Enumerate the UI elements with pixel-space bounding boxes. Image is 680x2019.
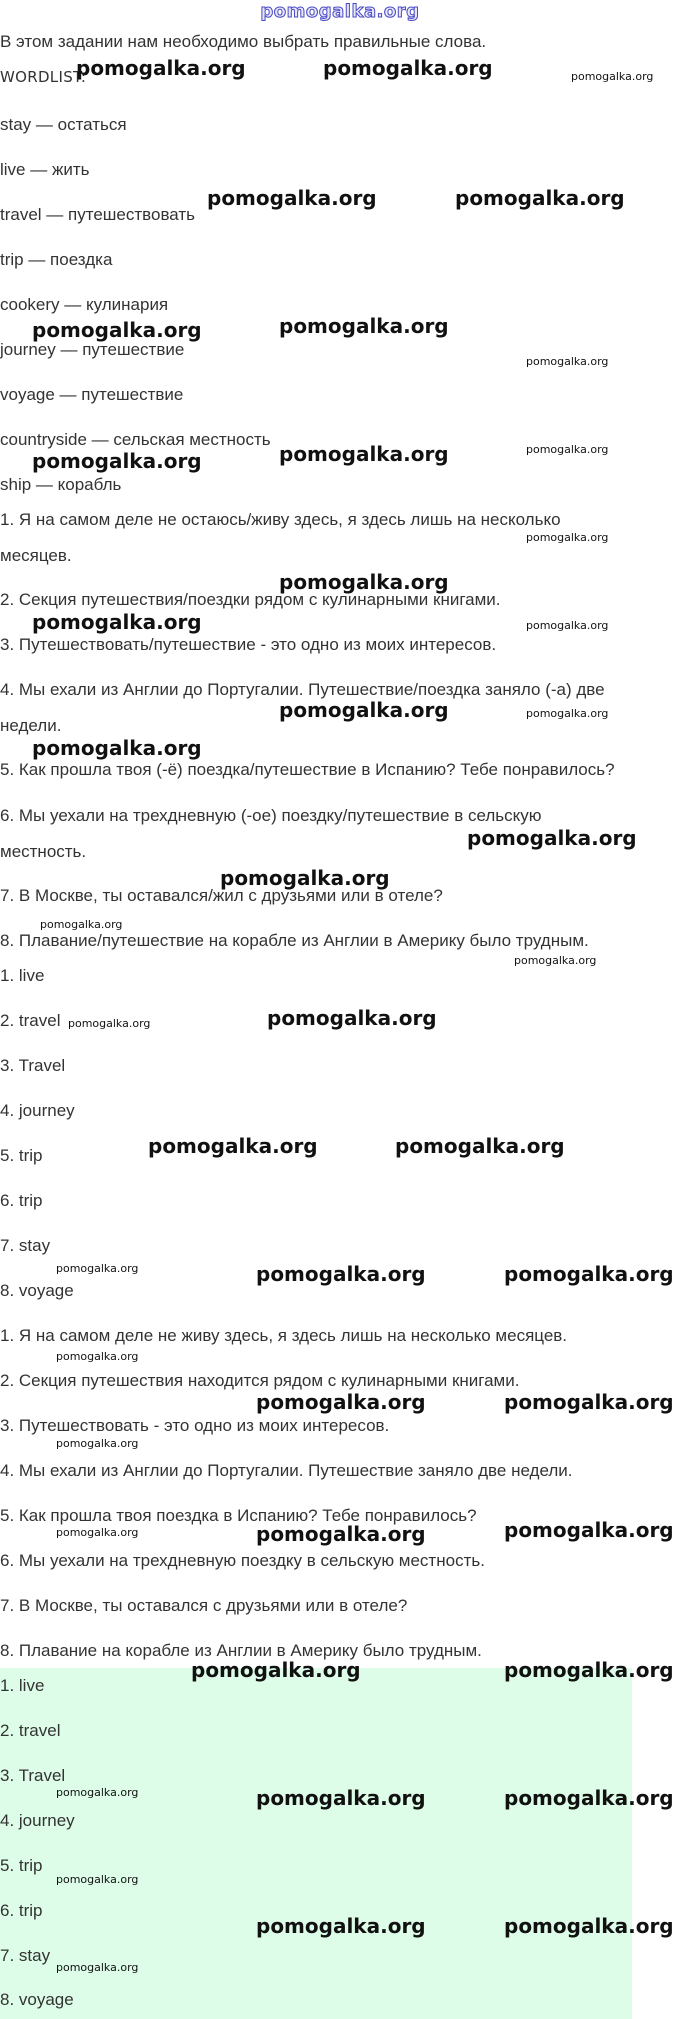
watermark: pomogalka.org	[526, 707, 609, 720]
watermark: pomogalka.org	[256, 1522, 426, 1546]
translation-line: 3. Путешествовать - это одно из моих интересов.	[0, 1416, 390, 1435]
watermark: pomogalka.org	[56, 1437, 139, 1450]
watermark: pomogalka.org	[56, 1961, 139, 1974]
final-answer-line: 5. trip	[0, 1856, 43, 1875]
watermark: pomogalka.org	[220, 866, 390, 890]
watermark: pomogalka.org	[32, 318, 202, 342]
answer-line: 8. voyage	[0, 1281, 74, 1300]
answer-line: 1. live	[0, 966, 45, 985]
translation-line: 1. Я на самом деле не живу здесь, я здесь лишь на несколько месяцев.	[0, 1326, 568, 1345]
final-answer-line: 8. voyage	[0, 1990, 74, 2009]
answer-line: 7. stay	[0, 1236, 51, 1255]
watermark: pomogalka.org	[32, 610, 202, 634]
translation-line: 5. Как прошла твоя поездка в Испанию? Тебе понравилось?	[0, 1506, 477, 1525]
exercise-line: 3. Путешествовать/путешествие - это одно из моих интересов.	[0, 635, 497, 654]
wordlist-item: countryside — сельская местность	[0, 430, 271, 449]
watermark: pomogalka.org	[279, 314, 449, 338]
watermark: pomogalka.org	[279, 442, 449, 466]
translation-line: 4. Мы ехали из Англии до Португалии. Путешествие заняло две недели.	[0, 1461, 573, 1480]
final-answer-line: 4. journey	[0, 1811, 75, 1830]
exercise-line: месяцев.	[0, 546, 72, 565]
watermark: pomogalka.org	[323, 56, 493, 80]
watermark: pomogalka.org	[504, 1786, 674, 1810]
wordlist-item: ship — корабль	[0, 475, 122, 494]
translation-line: 7. В Москве, ты оставался с друзьями или в отеле?	[0, 1596, 408, 1615]
exercise-line: местность.	[0, 842, 87, 861]
watermark: pomogalka.org	[56, 1873, 139, 1886]
watermark: pomogalka.org	[526, 531, 609, 544]
answer-line: 5. trip	[0, 1146, 43, 1165]
watermark: pomogalka.org	[504, 1518, 674, 1542]
wordlist-item: journey — путешествие	[0, 340, 185, 359]
watermark: pomogalka.org	[267, 1006, 437, 1030]
watermark: pomogalka.org	[526, 443, 609, 456]
watermark: pomogalka.org	[279, 698, 449, 722]
exercise-line: 8. Плавание/путешествие на корабле из Англии в Америку было трудным.	[0, 931, 589, 950]
watermark: pomogalka.org	[76, 56, 246, 80]
wordlist-item: stay — остаться	[0, 115, 127, 134]
watermark: pomogalka.org	[148, 1134, 318, 1158]
answer-line: 6. trip	[0, 1191, 43, 1210]
watermark: pomogalka.org	[32, 449, 202, 473]
intro-text: В этом задании нам необходимо выбрать правильные слова.	[0, 32, 487, 51]
watermark: pomogalka.org	[526, 355, 609, 368]
watermark: pomogalka.org	[56, 1526, 139, 1539]
wordlist-item: travel — путешествовать	[0, 205, 196, 224]
watermark: pomogalka.org	[279, 570, 449, 594]
final-answer-line: 1. live	[0, 1676, 45, 1695]
watermark: pomogalka.org	[256, 1914, 426, 1938]
watermark: pomogalka.org	[395, 1134, 565, 1158]
watermark: pomogalka.org	[256, 1786, 426, 1810]
watermark: pomogalka.org	[32, 736, 202, 760]
translation-line: 6. Мы уехали на трехдневную поездку в сельскую местность.	[0, 1551, 485, 1570]
final-answer-line: 7. stay	[0, 1946, 51, 1965]
wordlist-item: live — жить	[0, 160, 90, 179]
exercise-line: 1. Я на самом деле не остаюсь/живу здесь, я здесь лишь на несколько	[0, 510, 561, 529]
wordlist-item: trip — поездка	[0, 250, 113, 269]
translation-line: 2. Секция путешествия находится рядом с кулинарными книгами.	[0, 1371, 520, 1390]
watermark: pomogalka.org	[455, 186, 625, 210]
watermark: pomogalka.org	[571, 70, 654, 83]
exercise-line: 7. В Москве, ты оставался/жил с друзьями или в отеле?	[0, 886, 443, 905]
watermark: pomogalka.org	[256, 1262, 426, 1286]
answer-line: 3. Travel	[0, 1056, 66, 1075]
watermark: pomogalka.org	[514, 954, 597, 967]
watermark: pomogalka.org	[256, 1390, 426, 1414]
watermark: pomogalka.org	[504, 1262, 674, 1286]
wordlist-label: WORDLIST:	[0, 68, 87, 86]
final-answer-line: 2. travel	[0, 1721, 61, 1740]
answer-line: 2. travel	[0, 1011, 61, 1030]
watermark: pomogalka.org	[40, 918, 123, 931]
final-answer-line: 3. Travel	[0, 1766, 66, 1785]
final-answer-line: 6. trip	[0, 1901, 43, 1920]
exercise-line: 5. Как прошла твоя (-ё) поездка/путешествие в Испанию? Тебе понравилось?	[0, 760, 615, 779]
exercise-line: 4. Мы ехали из Англии до Португалии. Путешествие/поездка заняло (-а) две	[0, 680, 605, 699]
watermark: pomogalka.org	[504, 1390, 674, 1414]
watermark: pomogalka.org	[56, 1350, 139, 1363]
exercise-line: 2. Секция путешествия/поездки рядом с кулинарными книгами.	[0, 590, 501, 609]
watermark: pomogalka.org	[191, 1658, 361, 1682]
wordlist-item: cookery — кулинария	[0, 295, 169, 314]
wordlist-item: voyage — путешествие	[0, 385, 184, 404]
watermark: pomogalka.org	[68, 1017, 151, 1030]
watermark: pomogalka.org	[504, 1658, 674, 1682]
watermark: pomogalka.org	[56, 1262, 139, 1275]
answer-line: 4. journey	[0, 1101, 75, 1120]
watermark: pomogalka.org	[56, 1786, 139, 1799]
translation-line: 8. Плавание на корабле из Англии в Америку было трудным.	[0, 1641, 482, 1660]
watermark: pomogalka.org	[207, 186, 377, 210]
exercise-line: недели.	[0, 716, 62, 735]
watermark: pomogalka.org	[467, 826, 637, 850]
watermark: pomogalka.org	[526, 619, 609, 632]
site-logo[interactable]: pomogalka.org	[260, 1, 420, 22]
watermark: pomogalka.org	[504, 1914, 674, 1938]
exercise-line: 6. Мы уехали на трехдневную (-ое) поездку/путешествие в сельскую	[0, 806, 542, 825]
